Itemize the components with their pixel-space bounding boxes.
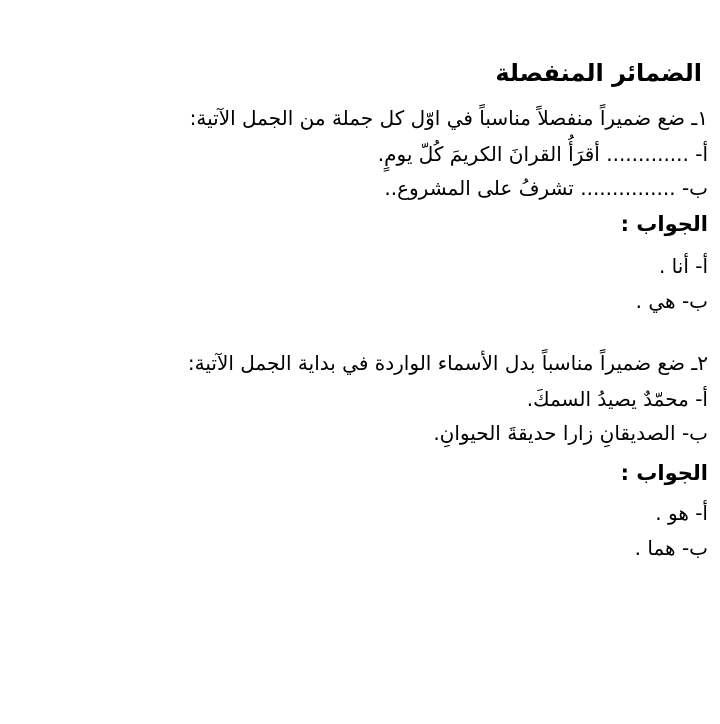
- question-2-prompt: ٢ـ ضع ضميراً مناسباً بدل الأسماء الواردة في بداية الجمل الآتية:: [187, 351, 708, 375]
- question-1-prompt: ١ـ ضع ضميراً منفصلاً مناسباً في اوّل كل جملة من الجمل الآتية:: [189, 106, 708, 130]
- question-2-item-b: ب- الصديقانِ زارا حديقةَ الحيوانِ.: [433, 421, 708, 445]
- question-1-answer-b: ب- هي .: [635, 289, 708, 313]
- question-1-answer-label: الجواب :: [620, 212, 708, 236]
- page-title: الضمائر المنفصلة: [495, 59, 702, 87]
- question-2-item-a: أ- محمّدٌ يصيدُ السمكَ.: [526, 387, 708, 411]
- question-1-item-b: ب- ............... تشرفُ على المشروع..: [384, 176, 708, 200]
- question-1-item-a: أ- ............. أقرَأُ القرانَ الكريمَ كُلّ يومٍ.: [377, 142, 708, 166]
- question-2-answer-a: أ- هو .: [655, 501, 708, 525]
- question-2-answer-label: الجواب :: [620, 461, 708, 485]
- question-1-answer-a: أ- أنا .: [658, 254, 708, 278]
- question-2-answer-b: ب- هما .: [634, 536, 708, 560]
